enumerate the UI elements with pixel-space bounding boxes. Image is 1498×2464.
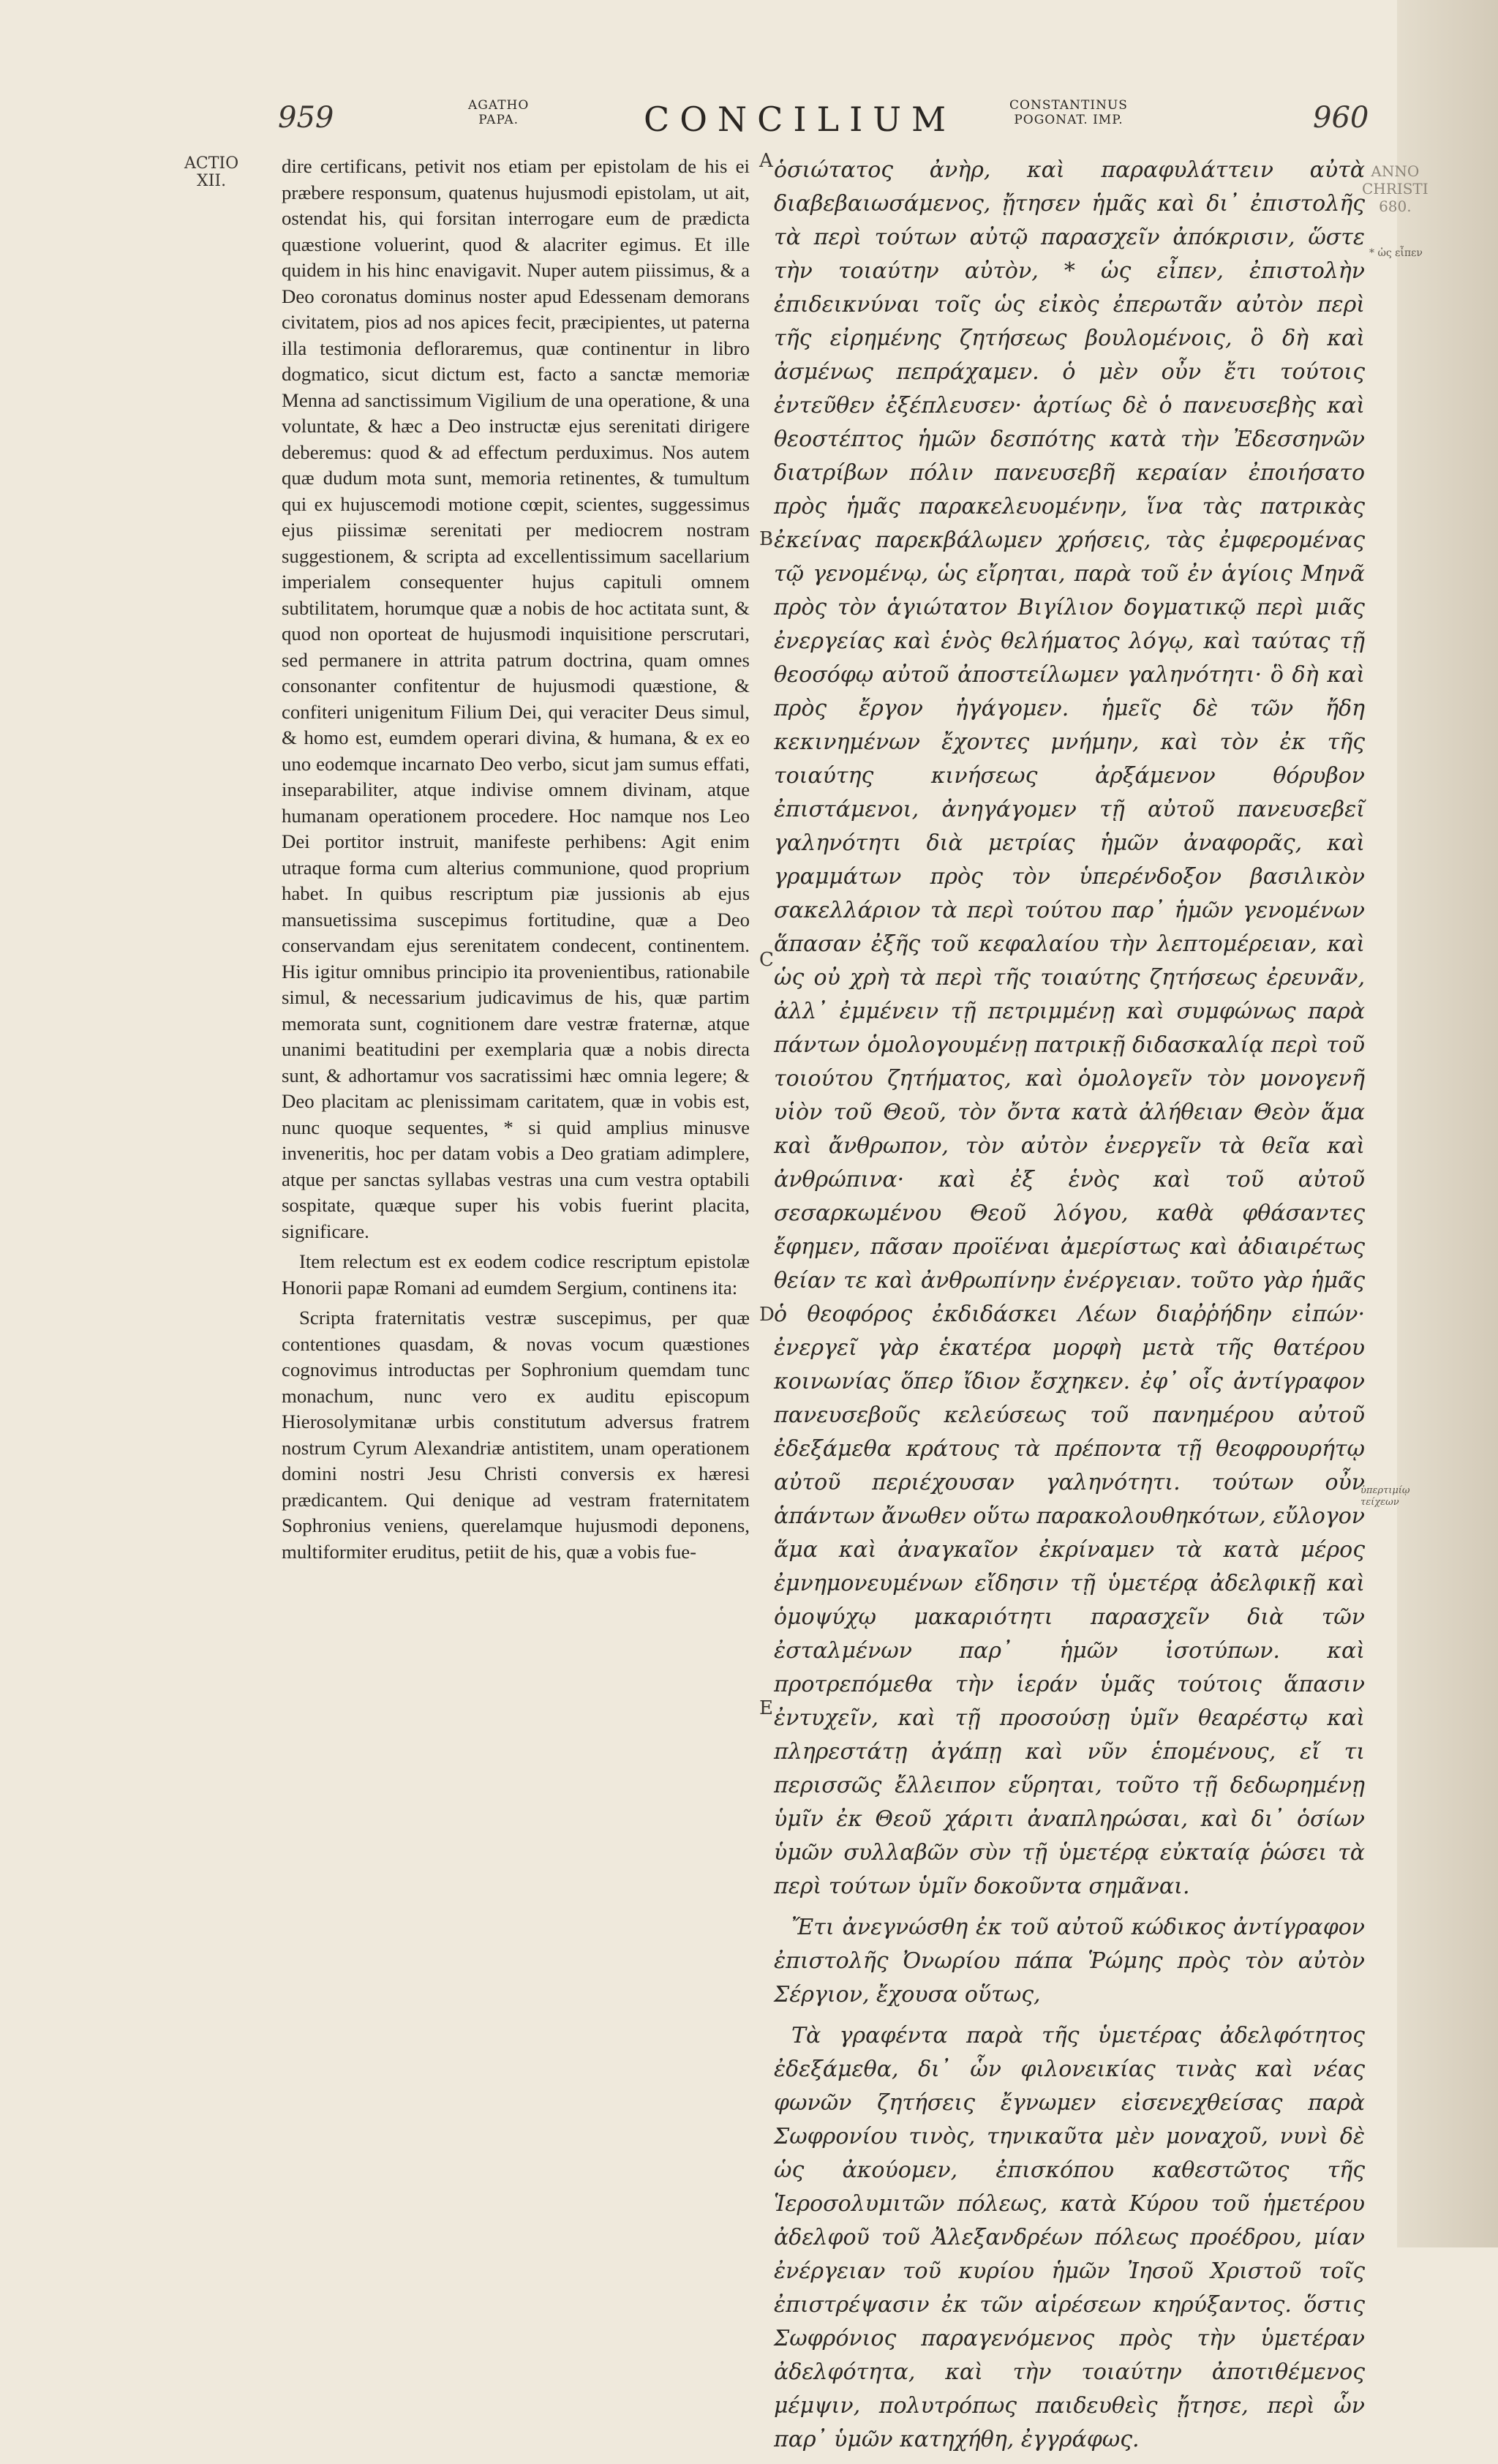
- christi-label: CHRISTI: [1362, 180, 1429, 198]
- side-note-line-1: ὑπερτιμίῳ: [1360, 1485, 1410, 1496]
- latin-paragraph: Item relectum est ex eodem codice rescriptum epistolæ Honorii papæ Romani ad eumdem Sergium, continens ita:: [282, 1250, 750, 1299]
- greek-paragraph: Τὰ γραφέντα παρὰ τῆς ὑμετέρας ἀδελφότητος ἐδεξάμεθα, δι᾽ ὧν φιλονεικίας τινὰς καὶ νέας φωνῶν ζητήσεις ἔγνωμεν εἰσενεχθείσας παρὰ Σωφρονίου τινὸς, τηνικαῦτα μὲν μοναχοῦ, νυνὶ δὲ ὡς ἀκούομεν, ἐπισκόπου καθεστῶτος τῆς Ἱεροσολυμιτῶν πόλεως, κατὰ Κύρου τοῦ ἡμετέρου ἀδελφοῦ τοῦ Ἀλεξανδρέων πόλεως προέδρου, μίαν ἐνέργειαν τοῦ κυρίου ἡμῶν Ἰησοῦ Χριστοῦ τοῖς ἐπιστρέψασιν ἐκ τῶν αἱρέσεων κηρύξαντος. ὅστις Σωφρόνιος παραγενόμενος πρὸς τὴν ὑμετέραν ἀδελφότητα, καὶ τὴν τοιαύτην ἀποτιθέμενος μέμψιν, πολυτρόπως παιδευθεὶς ᾔτησε, περὶ ὧν παρ᾽ ὑμῶν κατηχήθη, ἐγγράφως.: [774, 2023, 1365, 2452]
- page-header: [0, 95, 1390, 146]
- anno-christi-marginal: [1362, 162, 1429, 215]
- author-left-line-2: PAPA.: [478, 113, 519, 127]
- actio-number: XII.: [197, 172, 227, 190]
- section-letter-a: A: [759, 150, 773, 172]
- author-left: [468, 98, 529, 127]
- author-left-line-1: AGATHO: [468, 98, 530, 113]
- section-letter-d: D: [759, 1304, 775, 1326]
- page-gutter-shadow: [1397, 0, 1498, 2247]
- page-number-left: 959: [278, 101, 334, 135]
- section-letter-e: E: [759, 1697, 773, 1719]
- greek-column: [774, 154, 1365, 2464]
- section-letter-c: C: [759, 949, 774, 971]
- side-note-variant: * ὡς εἶπεν: [1369, 247, 1423, 259]
- running-title: CONCILIUM: [644, 99, 957, 139]
- side-note-line-2: τείχεων: [1360, 1497, 1399, 1508]
- actio-label: ACTIO: [184, 154, 239, 173]
- section-letter-b: B: [759, 528, 774, 550]
- side-note-variant-2: [1360, 1485, 1410, 1509]
- year-label: 680.: [1379, 198, 1412, 215]
- author-right-line-1: CONSTANTINUS: [1009, 98, 1128, 113]
- latin-column: [282, 154, 750, 1569]
- author-right: [1009, 98, 1128, 127]
- greek-paragraph: Ἔτι ἀνεγνώσθη ἐκ τοῦ αὐτοῦ κώδικος ἀντίγραφον ἐπιστολῆς Ὀνωρίου πάπα Ῥώμης πρὸς τὸν αὐτὸν Σέργιον, ἔχουσα οὕτως,: [774, 1915, 1365, 2007]
- author-right-line-2: POGONAT. IMP.: [1014, 113, 1124, 127]
- anno-label: ANNO: [1371, 162, 1420, 180]
- page-number-right: 960: [1313, 101, 1369, 135]
- greek-paragraph: ὁσιώτατος ἀνὴρ, καὶ παραφυλάττειν αὐτὰ διαβεβαιωσάμενος, ᾔτησεν ἡμᾶς καὶ δι᾽ ἐπιστολῆς τὰ περὶ τούτων αὐτῷ παρασχεῖν ἀπόκρισιν, ὥστε τὴν τοιαύτην αὐτὸν, * ὡς εἶπεν, ἐπιστολὴν ἐπιδεικνύναι τοῖς ὡς εἰκὸς ἐπερωτᾶν αὐτὸν περὶ τῆς εἰρημένης ζητήσεως βουλομένοις, ὃ δὴ καὶ ἀσμένως πεπράχαμεν. ὁ μὲν οὖν ἔτι τούτοις ἐντεῦθεν ἐξέπλευσεν· ἀρτίως δὲ ὁ πανευσεβὴς καὶ θεοστέπτος ἡμῶν δεσπότης κατὰ τὴν Ἐδεσσηνῶν διατρίβων πόλιν πανευσεβῆ κεραίαν ἐποιήσατο πρὸς ἡμᾶς παρακελευομένην, ἵνα τὰς πατρικὰς ἐκείνας παρεκβάλωμεν χρήσεις, τὰς ἐμφερομένας τῷ γενομένῳ, ὡς εἴρηται, παρὰ τοῦ ἐν ἁγίοις Μηνᾶ πρὸς τὸν ἁγιώτατον Βιγίλιον δογματικῷ περὶ μιᾶς ἐνεργείας καὶ ἑνὸς θελήματος λόγῳ, καὶ ταύτας τῇ θεοσόφῳ αὐτοῦ ἀποστείλωμεν γαληνότητι· ὃ δὴ καὶ πρὸς ἔργον ἠγάγομεν. ἡμεῖς δὲ τῶν ἤδη κεκινημένων ἔχοντες μνήμην, καὶ τὸν ἐκ τῆς τοιαύτης κινήσεως ἀρξάμενον θόρυβον ἐπιστάμενοι, ἀνηγάγομεν τῇ αὐτοῦ πανευσεβεῖ γαληνότητι διὰ μετρίας ἡμῶν ἀναφορᾶς, καὶ γραμμάτων πρὸς τὸν ὑπερένδοξον βασιλικὸν σακελλάριον τὰ περὶ τούτου παρ᾽ ἡμῶν γενομένων ἅπασαν ἐξῆς τοῦ κεφαλαίου τὴν λεπτομέρειαν, καὶ ὡς οὐ χρὴ τὰ περὶ τῆς τοιαύτης ζητήσεως ἐρευνᾶν, ἀλλ᾽ ἐμμένειν τῇ πετριμμένῃ καὶ συμφώνως παρὰ πάντων ὁμολογουμένῃ πατρικῇ διδασκαλίᾳ περὶ τοῦ τοιούτου ζητήματος, καὶ ὁμολογεῖν τὸν μονογενῆ υἱὸν τοῦ Θεοῦ, τὸν ὄντα κατὰ ἀλήθειαν Θεὸν ἅμα καὶ ἄνθρωπον, τὸν αὐτὸν ἐνεργεῖν τὰ θεῖα καὶ ἀνθρώπινα· καὶ ἐξ ἑνὸς καὶ τοῦ αὐτοῦ σεσαρκωμένου Θεοῦ λόγου, καθὰ φθάσαντες ἔφημεν, πᾶσαν προϊέναι ἀμερίστως καὶ ἀδιαιρέτως θείαν τε καὶ ἀνθρωπίνην ἐνέργειαν. τοῦτο γὰρ ἡμᾶς ὁ θεοφόρος ἐκδιδάσκει Λέων διαῤῥήδην εἰπών· ἐνεργεῖ γὰρ ἑκατέρα μορφὴ μετὰ τῆς θατέρου κοινωνίας ὅπερ ἴδιον ἔσχηκεν. ἐφ᾽ οἷς ἀντίγραφον πανευσεβοῦς κελεύσεως τοῦ πανημέρου αὐτοῦ ἐδεξάμεθα κράτους τὰ πρέποντα τῇ θεοφρουρήτῳ αὐτοῦ περιέχουσαν γαληνότητι. τούτων οὖν ἁπάντων ἄνωθεν οὕτω παρακολουθηκότων, εὔλογον ἅμα καὶ ἀναγκαῖον ἐκρίναμεν τὰ κατὰ μέρος ἐμνημονευμένων εἴδησιν τῇ ὑμετέρᾳ ἀδελφικῇ καὶ ὁμοψύχῳ μακαριότητι παρασχεῖν διὰ τῶν ἐσταλμένων παρ᾽ ἡμῶν ἰσοτύπων. καὶ προτρεπόμεθα τὴν ἱεράν ὑμᾶς τούτοις ἅπασιν ἐντυχεῖν, καὶ τῇ προσούσῃ ὑμῖν θεαρέστῳ καὶ πληρεστάτῃ ἀγάπῃ καὶ νῦν ἑπομένους, εἴ τι περισσῶς ἔλλειπον εὕρηται, τοῦτο τῇ δεδωρημένῃ ὑμῖν ἐκ Θεοῦ χάριτι ἀναπληρώσαι, καὶ δι᾽ ὁσίων ὑμῶν συλλαβῶν σὺν τῇ ὑμετέρᾳ εὐκταίᾳ ῥώσει τὰ περὶ τούτων ὑμῖν δοκοῦντα σημᾶναι.: [774, 157, 1365, 1899]
- latin-paragraph: dire certificans, petivit nos etiam per epistolam de his ei præbere responsum, quatenus hujusmodi epistolam, ut ait, ostendat his, qui forsitan interrogare eum de prædicta quæstione voluerint, quod & alacriter egimus. Et ille quidem in his hinc enavigavit. Nuper autem piissimus, & a Deo coronatus dominus noster apud Edessenam demorans civitatem, pios ad nos apices fecit, præcipientes, ut paterna illa testimonia defloraremus, quæ continentur in libro dogmatico, sicut dictum est, facto a sanctæ memoriæ Menna ad sanctissimum Vigilium de una operatione, & una voluntate, & hæc a Deo instructæ ejus serenitati dirigere deberemus: quod & ad effectum perduximus. Nos autem quæ dudum mota sunt, memoria retinentes, & tumultum qui ex hujuscemodi motione cœpit, scientes, suggessimus ejus piissimæ serenitati per mediocrem nostram suggestionem, & scripta ad excellentissimum sacellarium imperialem consequenter hujus capituli omnem subtilitatem, horumque quæ a nobis de hoc actitata sunt, & quod non oporteat de hujusmodi inquisitione perscrutari, sed permanere in attrita patrum doctrina, quam omnes consonanter confitentur de hujusmodi quæstione, & confiteri unigenitum Filium Dei, qui veraciter Deus simul, & homo est, eumdem operari divina, & humana, & ex eo uno eodemque incarnato Deo verbo, sicut jam sumus effati, inseparabiliter, atque indivise omnem divinam, atque humanam operationem procedere. Hoc namque nos Leo Dei portitor instruit, manifeste perhibens: Agit enim utraque forma cum alterius communione, quod proprium habet. In quibus rescriptum piæ jussionis ab ejus mansuetissima suscepimus fortitudine, quæ a Deo conservandam ejus serenitatem condecent, continentem. His igitur omnibus principio ita provenientibus, rationabile simul, & necessarium judicavimus de his, quæ partim memorata sunt, cognitionem dare vestræ fraternæ, atque unanimi beatitudini per exemplaria quæ a nobis directa sunt, & adhortamur vos sacratissimi hæc omnia legere; & Deo placitam ac plenissimam caritatem, quæ in vobis est, nunc quoque sequentes, * si quid amplius minusve inveneritis, hoc per datam vobis a Deo gratiam adimplere, atque per sanctas syllabas vestras una cum vestra optabili sospitate, quæque super his vobis fuerint placita, significare.: [282, 155, 750, 1242]
- actio-marginal: [184, 155, 238, 190]
- latin-paragraph: Scripta fraternitatis vestræ suscepimus, per quæ contentiones quasdam, & novas vocum quæstiones cognovimus introductas per Sophronium quemdam tunc monachum, nunc vero ex auditu episcopum Hierosolymitanæ urbis constitutum adversus fratrem nostrum Cyrum Alexandriæ antistitem, unam operationem domini nostri Jesu Christi conversis ex hæresi prædicantem. Qui denique ad vestram fraternitatem Sophronius veniens, querelamque hujusmodi deponens, multiformiter eruditus, petiit de his, quæ a vobis fue-: [282, 1307, 750, 1563]
